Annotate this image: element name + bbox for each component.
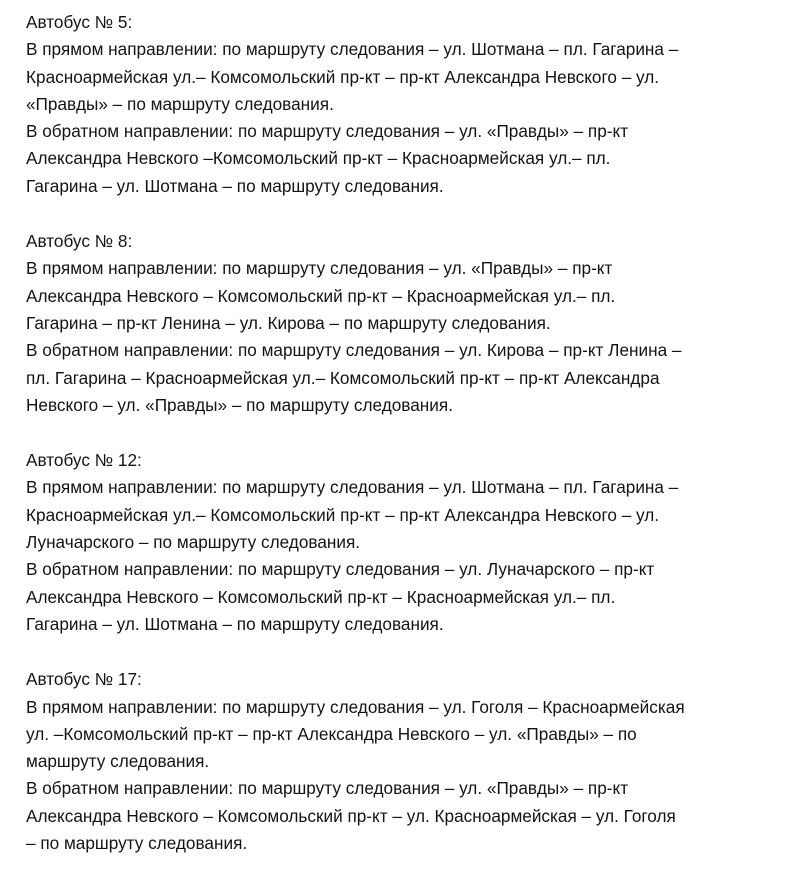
route-text-line: пл. Гагарина – Красноармейская ул.– Комсомольский пр-кт – пр-кт Александра [26, 367, 660, 388]
route-text-line: В прямом направлении: по маршруту следования – ул. «Правды» – пр-кт [26, 258, 613, 279]
route-text-line: В обратном направлении: по маршруту следования – ул. Луначарского – пр-кт [26, 559, 655, 580]
bus-route-12 [26, 447, 777, 638]
route-text-line: «Правды» – по маршруту следования. [26, 93, 334, 114]
route-text-line: Красноармейская ул.– Комсомольский пр-кт – пр-кт Александра Невского – ул. [26, 504, 660, 525]
route-text-line: маршруту следования. [26, 751, 210, 772]
route-text-line: В обратном направлении: по маршруту следования – ул. «Правды» – пр-кт [26, 778, 629, 799]
route-text-line: – по маршруту следования. [26, 833, 248, 854]
route-text-line: Невского – ул. «Правды» – по маршруту следования. [26, 394, 453, 415]
bus-route-17 [26, 666, 777, 857]
route-text-line: Александра Невского – Комсомольский пр-кт – ул. Красноармейская – ул. Гоголя [26, 805, 676, 826]
route-heading: Автобус № 17: [26, 669, 142, 690]
route-text-line: ул. –Комсомольский пр-кт – пр-кт Александра Невского – ул. «Правды» – по [26, 723, 637, 744]
route-heading: Автобус № 8: [26, 231, 133, 252]
route-heading: Автобус № 12: [26, 450, 142, 471]
route-text-line: Гагарина – пр-кт Ленина – ул. Кирова – по маршруту следования. [26, 312, 551, 333]
route-text-line: В прямом направлении: по маршруту следования – ул. Шотмана – пл. Гагарина – [26, 39, 679, 60]
bus-route-5 [26, 9, 777, 200]
route-heading: Автобус № 5: [26, 12, 133, 32]
route-text-line: Александра Невского – Комсомольский пр-кт – Красноармейская ул.– пл. [26, 586, 616, 607]
route-text-line: В обратном направлении: по маршруту следования – ул. Кирова – пр-кт Ленина – [26, 340, 682, 361]
route-text-line: В обратном направлении: по маршруту следования – ул. «Правды» – пр-кт [26, 121, 629, 142]
route-text-line: Красноармейская ул.– Комсомольский пр-кт – пр-кт Александра Невского – ул. [26, 66, 660, 87]
route-text-line: Гагарина – ул. Шотмана – по маршруту следования. [26, 175, 444, 196]
route-text-line: В прямом направлении: по маршруту следования – ул. Гоголя – Красноармейская [26, 696, 685, 717]
route-text-line: В прямом направлении: по маршруту следования – ул. Шотмана – пл. Гагарина – [26, 477, 679, 498]
route-text-line: Александра Невского – Комсомольский пр-кт – Красноармейская ул.– пл. [26, 285, 616, 306]
route-text-line: Александра Невского –Комсомольский пр-кт – Красноармейская ул.– пл. [26, 148, 611, 169]
bus-route-8 [26, 228, 777, 419]
route-text-line: Гагарина – ул. Шотмана – по маршруту следования. [26, 613, 444, 634]
route-text-line: Луначарского – по маршруту следования. [26, 532, 361, 553]
